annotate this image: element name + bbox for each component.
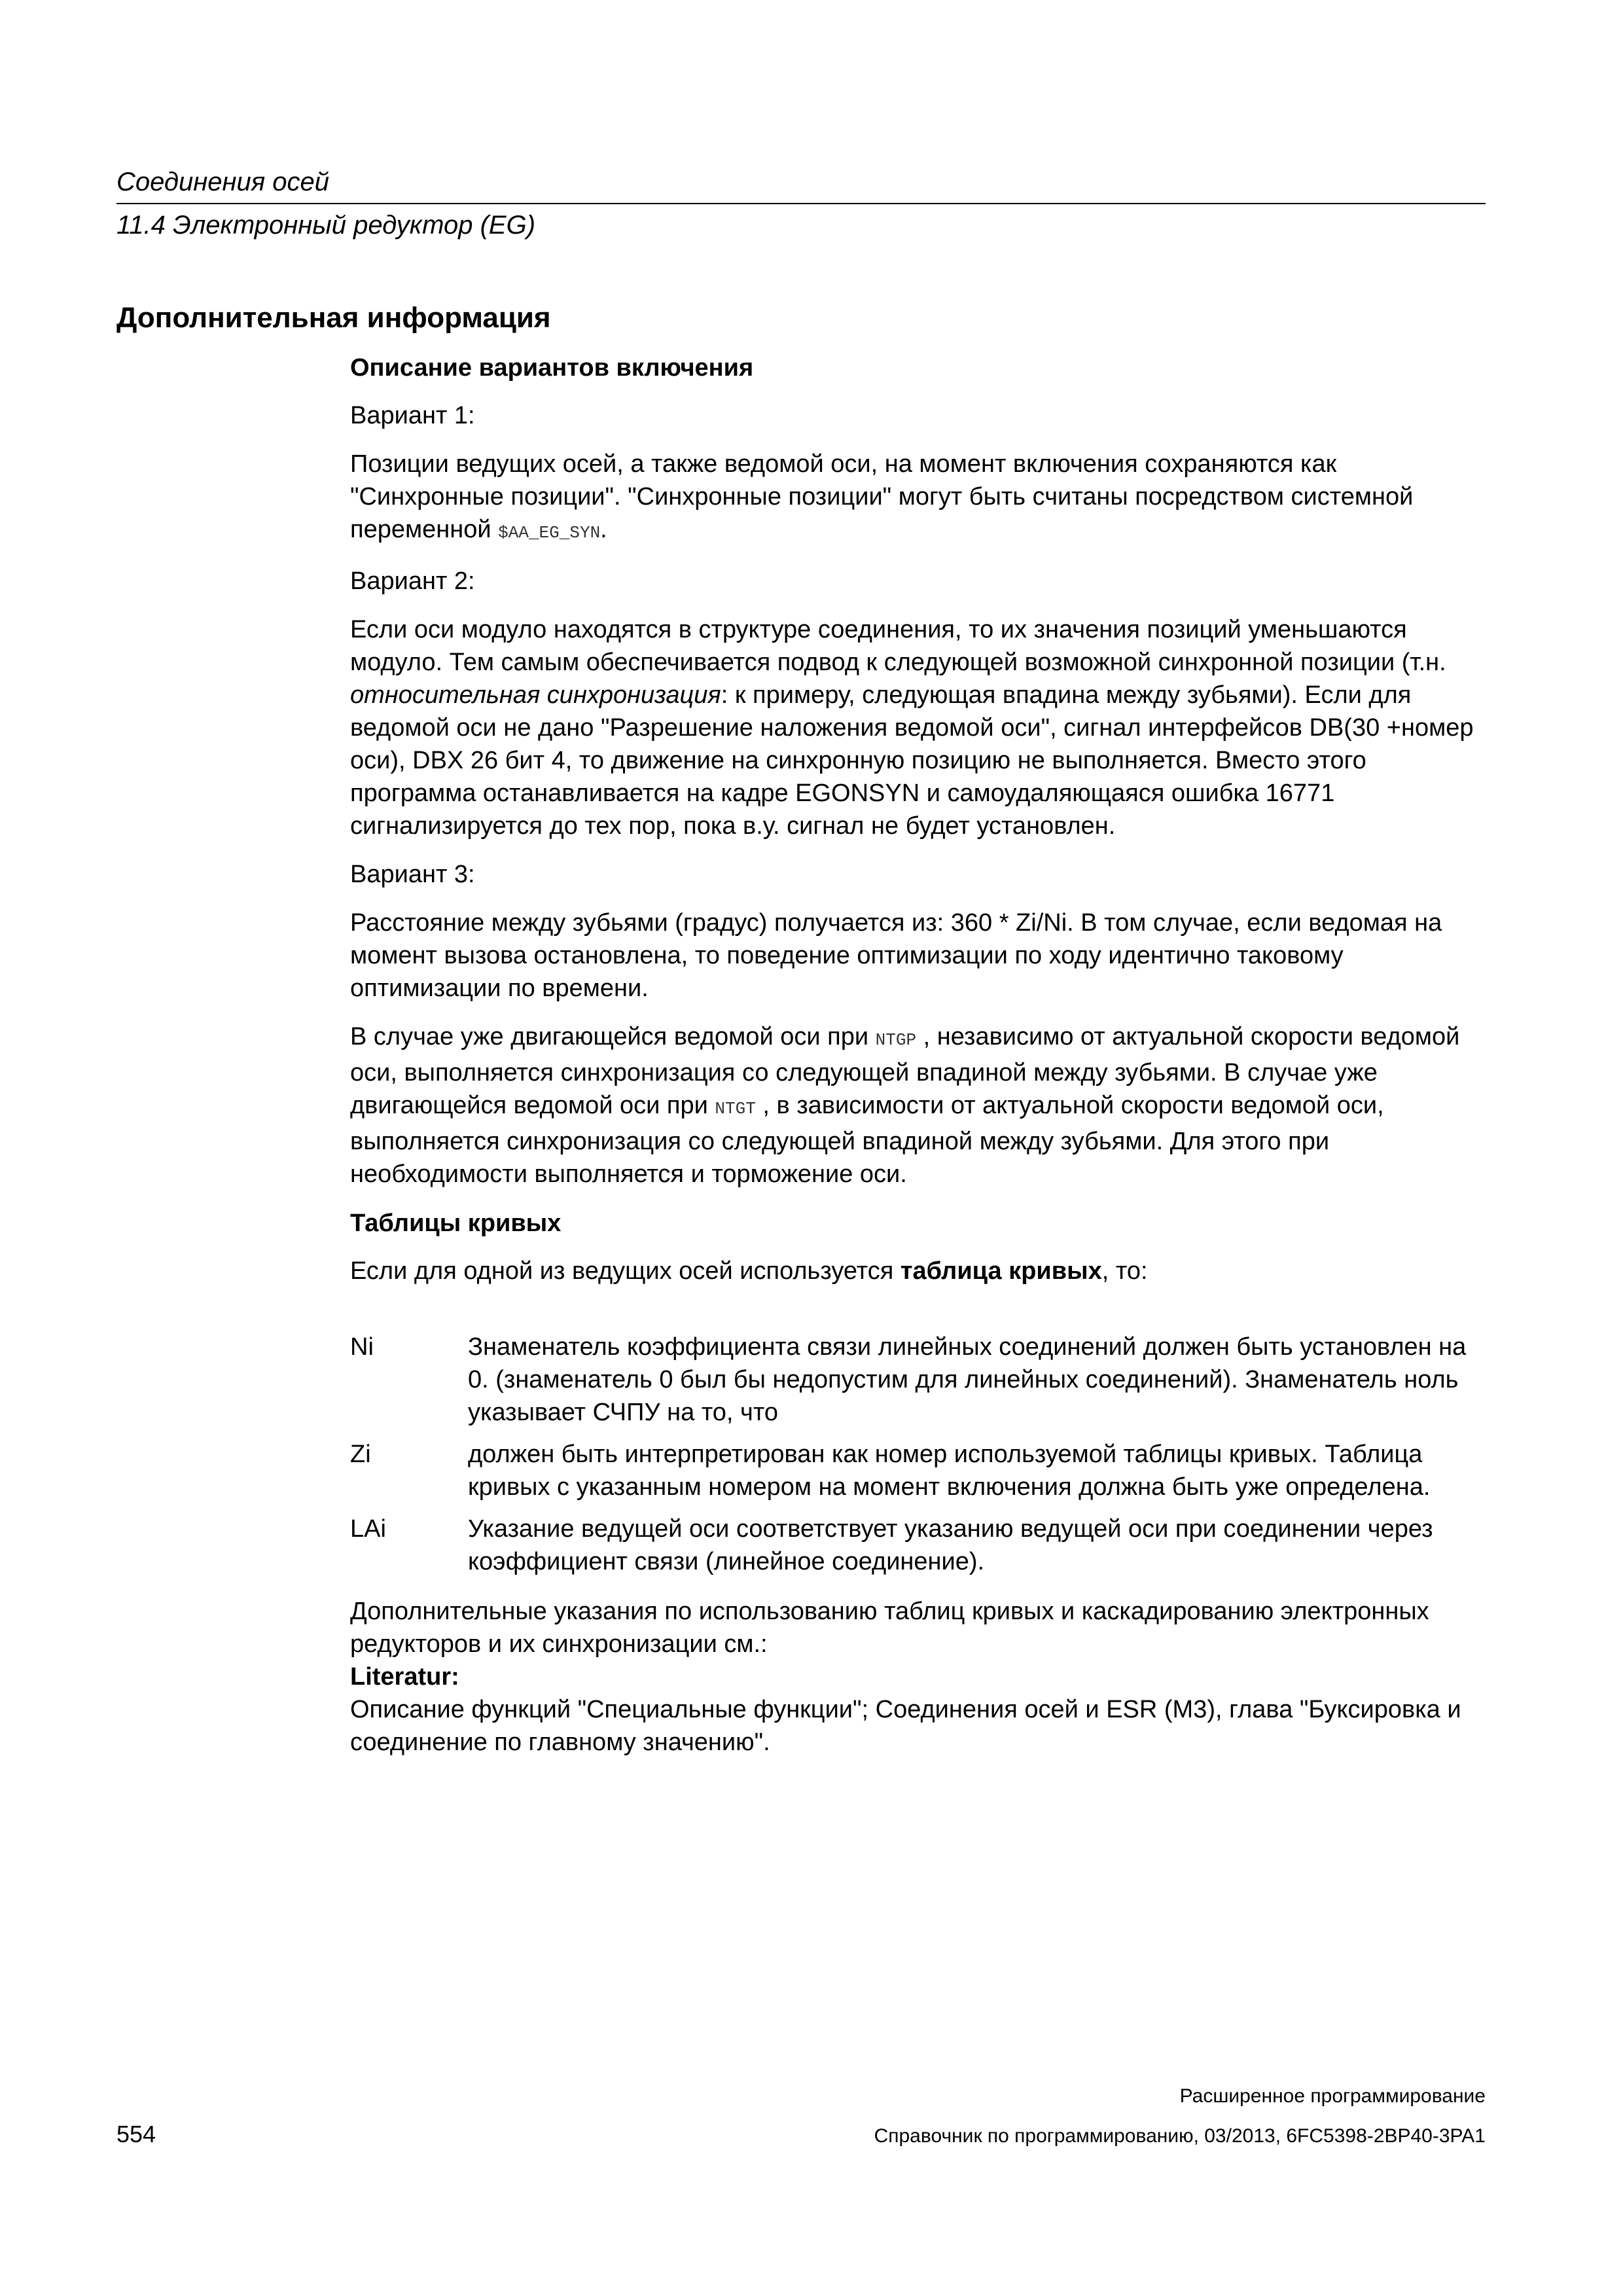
variant-2-text-b: : к примеру, следующая впадина между зубьями). Если для ведомой оси не дано "Разрешение наложения ведомой оси", сигнал интерфейсов DB(30 +номер оси), DBX 26 бит 4, то движение на синхронную позицию не выполняется. Вместо этого программа останавливается на кадре EGONSYN и самоудаляющаяся ошибка 16771 сигнализируется до тех пор, пока в.у. сигнал не будет установлен. [350, 681, 1474, 840]
curve-intro-bold: таблица кривых [900, 1257, 1102, 1285]
variant-1-label: Вариант 1: [350, 402, 475, 429]
footer-manual-ref: Справочник по программированию, 03/2013, 6FC5398-2BP40-3PA1 [874, 2125, 1486, 2147]
literature-label: Literatur: [350, 1663, 459, 1691]
definition-desc: должен быть интерпретирован как номер используемой таблицы кривых. Таблица кривых с указанным номером на момент включения должна быть уже определена. [468, 1441, 1431, 1501]
body-text [350, 351, 1489, 1774]
variant-2-text-a: Если оси модуло находятся в структуре соединения, то их значения позиций уменьшаются модуло. Тем самым обеспечивается подвод к следующей возможной синхронной позиции (т.н. [350, 616, 1446, 676]
curve-intro-a: Если для одной из ведущих осей используется [350, 1257, 901, 1285]
footer-bottom-row [116, 2115, 1486, 2155]
literature-text: Описание функций "Специальные функции"; Соединения осей и ESR (M3), глава "Буксировка и соединение по главному значению". [350, 1696, 1461, 1756]
running-header [116, 164, 1486, 243]
page-number: 554 [116, 2121, 156, 2147]
variant-1-text-a: Позиции ведущих осей, а также ведомой оси, на момент включения сохраняются как "Синхронные позиции". "Синхронные позиции" могут быть считаны посредством системной переменной [350, 450, 1414, 543]
variant-1-text [350, 448, 1489, 549]
moving-text-a: В случае уже двигающейся ведомой оси при [350, 1023, 876, 1050]
definition-term: LAi [350, 1515, 386, 1543]
variant-1-text-b: . [600, 516, 607, 543]
curve-intro-b: , то: [1101, 1257, 1148, 1285]
footer-manual-title: Расширенное программирование [1179, 2085, 1486, 2107]
curve-tables-intro [350, 1255, 1489, 1287]
moving-code-ntgt: NTGT [715, 1099, 756, 1119]
moving-slave-text [350, 1020, 1489, 1191]
definition-desc: Знаменатель коэффициента связи линейных соединений должен быть установлен на 0. (знаменатель 0 был бы недопустим для линейных соединений). Знаменатель ноль указывает СЧПУ на то, что [468, 1333, 1467, 1426]
definition-term: Zi [350, 1441, 371, 1468]
definition-row [350, 1438, 1489, 1503]
variant-3-text: Расстояние между зубьями (градус) получается из: 360 * Zi/Ni. В том случае, если ведомая на момент вызова остановлена, то поведение оптимизации по ходу идентично таковому оптимизации по времени. [350, 909, 1442, 1002]
switch-variants-heading: Описание вариантов включения [350, 354, 754, 382]
definition-term: Ni [350, 1333, 374, 1361]
variant-2-italic: относительная синхронизация [350, 681, 721, 709]
header-chapter: Соединения осей [116, 168, 330, 196]
variant-2-text [350, 613, 1489, 842]
definition-list [350, 1331, 1489, 1578]
variant-2-label: Вариант 2: [350, 567, 475, 595]
definition-desc: Указание ведущей оси соответствует указанию ведущей оси при соединении через коэффициент связи (линейное соединение). [468, 1515, 1433, 1575]
moving-text-b: , независимо от актуальной скорости ведомой оси, выполняется синхронизация со следующей впадиной между зубьями. В случае уже двигающейся ведомой оси при [350, 1023, 1460, 1119]
definition-row [350, 1331, 1489, 1429]
moving-code-ntgp: NTGP [875, 1030, 917, 1050]
header-rule [116, 203, 1486, 204]
variant-1-code: $AA_EG_SYN [498, 523, 601, 543]
section-title: Дополнительная информация [116, 302, 551, 334]
additional-notes: Дополнительные указания по использованию таблиц кривых и каскадированию электронных редукторов и их синхронизации см.: [350, 1598, 1429, 1658]
definition-row [350, 1513, 1489, 1578]
page-footer [116, 2077, 1486, 2155]
moving-text-c: , в зависимости от актуальной скорости ведомой оси, выполняется синхронизация со следующей впадиной между зубьями. Для этого при необходимости выполняется и торможение оси. [350, 1092, 1384, 1188]
variant-3-label: Вариант 3: [350, 861, 475, 888]
curve-tables-heading: Таблицы кривых [350, 1210, 562, 1237]
header-section: 11.4 Электронный редуктор (EG) [116, 211, 536, 240]
